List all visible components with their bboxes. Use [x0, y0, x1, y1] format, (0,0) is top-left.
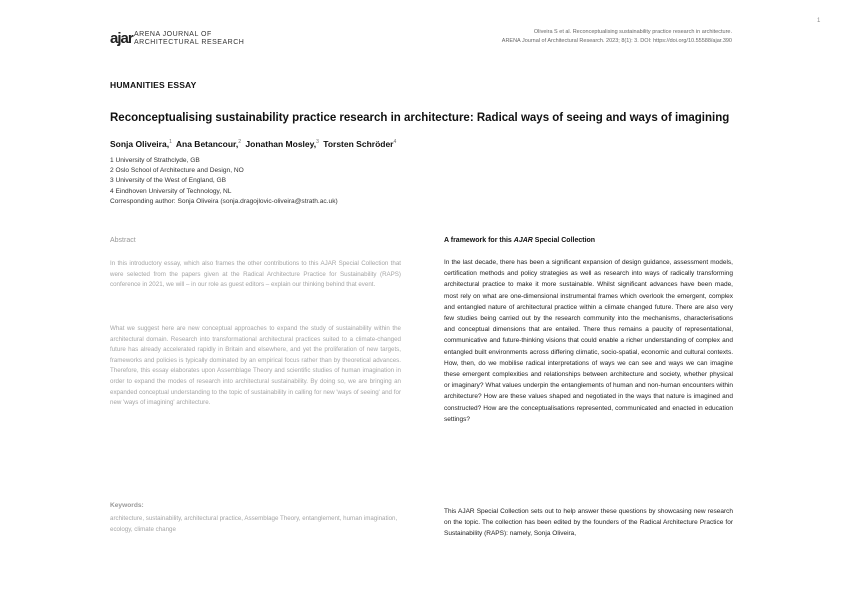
keywords-list: architecture, sustainability, architectural practice, Assemblage Theory, entanglement, human imagination, ecology, climate change	[110, 515, 398, 533]
article-title: Reconceptualising sustainability practice research in architecture: Radical ways of seeing and ways of imagining	[110, 112, 730, 124]
affiliations	[110, 156, 338, 207]
logo-mark: ajar	[110, 30, 133, 47]
logo-line-2: ARCHITECTURAL RESEARCH	[134, 39, 245, 46]
affiliation-line: 4 Eindhoven University of Technology, NL	[110, 187, 232, 195]
author-affiliation-marker: 2	[238, 139, 242, 146]
abstract-heading: Abstract	[110, 237, 136, 244]
corresponding-author: Corresponding author: Sonja Oliveira (sonja.dragojlovic-oliveira@strath.ac.uk)	[110, 197, 338, 205]
citation-line-1: Oliveira S et al. Reconceptualising sustainability practice research in architecture.	[533, 29, 732, 35]
logo-line-1: ARENA JOURNAL OF	[134, 31, 212, 38]
author-name: Jonathan Mosley,	[245, 139, 317, 149]
abstract-paragraph: What we suggest here are new conceptual approaches to expand the study of sustainability within the architectural domain. Research into transformational architectural practices suited to a climate-changed future has already accelerated rapidly in Britain and elsewhere, and yet the proliferation of new targets, frameworks and policies is typically dominated by an empirical focus rather than by theoretical advances. Therefore, this essay elaborates upon Assemblage Theory and scientific studies of human imagination in order to expand the modes of research into architectural sustainability. By doing so, we are bringing an expanded conceptual understanding to the topic of sustainability in calling for new 'ways of seeing' and for new 'ways of imagining' architecture.	[110, 325, 401, 407]
keywords-heading: Keywords:	[110, 502, 144, 509]
author-affiliation-marker: 1	[169, 139, 172, 146]
author-affiliation-marker: 4	[393, 139, 397, 146]
author-name: Sonja Oliveira,	[110, 139, 170, 149]
page-number: 1	[817, 18, 821, 24]
section-heading-part: A framework for this	[444, 237, 514, 244]
section-heading-journal: AJAR	[513, 237, 533, 244]
author-list	[110, 139, 398, 149]
author-affiliation-marker: 3	[316, 139, 319, 146]
author-name: Ana Betancour,	[175, 139, 239, 149]
citation-meta	[502, 28, 732, 46]
affiliation-line: 2 Oslo School of Architecture and Design, NO	[110, 167, 244, 175]
body-paragraph: This AJAR Special Collection sets out to help answer these questions by showcasing new research on the topic. The collection has been edited by the founders of the Radical Architecture Practice for Sustainability (RAPS): namely, Sonja Oliveira,	[444, 508, 733, 538]
body-paragraph: In the last decade, there has been a significant expansion of design guidance, assessment models, certification methods and policy strategies as well as research into ways of radically transforming architectural practice to make it more sustainable. Whilst significant advances have been made, most rely on what are one-dimensional instrumental frames which overlook the emergent, complex and entangled nature of architectural practice within a climate changed future. There are also very few studies being carried out by the research community into the mechanisms, characterisations and conceptual dimensions that are entailed. There thus remains a paucity of representational, communicative and future-thinking visions that could enable a richer understanding of complex and entangled built environments across differing climatic, socio-spatial, economic and cultural contexts. How, then, do we mobilise radical interpretations of ways we can see and ways we can imagine these emergent complexities and relationships between architecture and society, whether physical or imaginary? What values underpin the entanglements of human and non-human encounters within architecture? How are these values shaped and negotiated in the ways that nature is imagined and constructed? How are the conceptualisations represented, communicated and enacted in education settings?	[444, 259, 733, 423]
citation-line-2: ARENA Journal of Architectural Research. 2023; 8(1): 3. DOI: https://doi.org/10.55588/ajar.390	[501, 38, 732, 44]
abstract-paragraph: In this introductory essay, which also frames the other contributions to this AJAR Special Collection that were selected from the papers given at the Radical Architecture Practice for Sustainability (RAPS) conference in 2021, we will – in our role as guest editors – explain our thinking behind that event.	[110, 260, 401, 289]
author-name: Torsten Schröder	[323, 139, 394, 149]
section-heading	[444, 237, 595, 244]
section-type: HUMANITIES ESSAY	[110, 80, 197, 90]
affiliation-line: 3 University of the West of England, GB	[110, 177, 227, 185]
affiliation-line: 1 University of Strathclyde, GB	[110, 157, 200, 164]
section-heading-part: Special Collection	[532, 237, 596, 244]
